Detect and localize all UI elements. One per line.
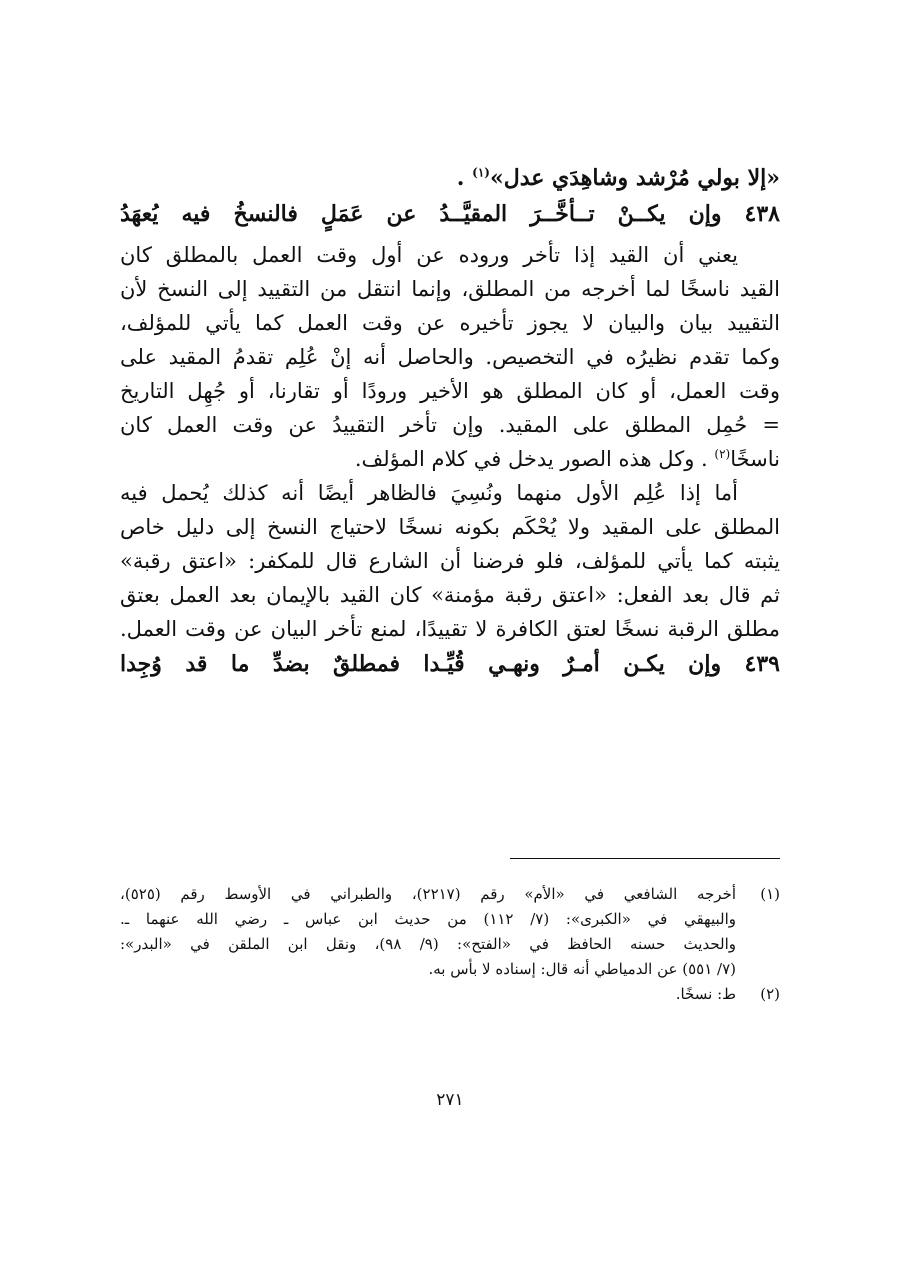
footnote-ref-2[interactable]: (٢) xyxy=(714,447,731,461)
commentary-line-4: وكما تقدم نظيرُه في التخصيص. والحاصل أنه إنْ عُلِم تقدمُ المقيد على xyxy=(120,345,780,369)
paragraph-2-line-3: يثبته كما يأتي للمؤلف، فلو فرضنا أن الشارع قال للمكفر: «اعتق رقبة» xyxy=(120,549,780,573)
verse-437-text: «إلا بولي مُرْشد وشاهِدَي عدل» xyxy=(489,165,780,191)
commentary-paragraph-2 xyxy=(120,476,780,646)
commentary-line-2: القيد ناسخًا لما أخرجه من المطلق، وإنما انتقل من التقييد إلى النسخ لأن xyxy=(120,277,780,301)
footnote-ref-1[interactable]: (١) xyxy=(472,165,490,180)
footnote-1 xyxy=(120,882,780,982)
footnote-1-line-2: والبيهقي في «الكبرى»: (٧/ ١١٢) من حديث ابن عباس ـ رضي الله عنهما ـ. xyxy=(120,910,737,928)
footnote-1-line-4: (٧/ ٥٥١) عن الدمياطي أنه قال: إسناده لا بأس به. xyxy=(428,960,736,978)
commentary-line-7 xyxy=(120,442,780,476)
commentary-line-5: وقت العمل، أو كان المطلق هو الأخير ورودًا أو تقارنا، أو جُهِل التاريخ xyxy=(120,379,780,403)
footnote-1-line-3: والحديث حسنه الحافظ في «الفتح»: (٩/ ٩٨)، ونقل ابن الملقن في «البدر»: xyxy=(120,935,737,953)
footnote-1-text xyxy=(120,882,736,982)
footnotes-section xyxy=(120,882,780,1007)
page-number: ٢٧١ xyxy=(436,1090,464,1110)
commentary-last-before: ناسخًا xyxy=(730,447,780,471)
footnote-2-number: (٢) xyxy=(760,985,780,1003)
commentary-last-after: . وكل هذه الصور يدخل في كلام المؤلف. xyxy=(354,447,708,471)
paragraph-2-line-5: مطلق الرقبة نسخًا لعتق الكافرة لا تقييدًا، لمنع تأخر البيان عن وقت العمل. xyxy=(120,617,780,641)
verse-439: ٤٣٩ وإن يكـن أمـرٌ ونهـي قُيِّـدا فمطلقٌ بضدِّ ما قد وُجِدا xyxy=(120,651,780,677)
commentary-line-3: التقييد بيان والبيان لا يجوز تأخيره عن وقت العمل كما يأتي للمؤلف، xyxy=(120,311,780,335)
paragraph-2-line-1: أما إذا عُلِم الأول منهما ونُسِيَ فالظاهر أيضًا أنه كذلك يُحمل فيه xyxy=(120,481,738,505)
footnote-2-line-1: ط: نسخًا. xyxy=(675,985,736,1003)
commentary-line-1: يعني أن القيد إذا تأخر وروده عن أول وقت العمل بالمطلق كان xyxy=(120,243,738,267)
paragraph-2-line-2: المطلق على المقيد ولا يُحْكَم بكونه نسخًا لاحتياج النسخ إلى دليل خاص xyxy=(120,515,780,539)
commentary-line-6: = حُمِل المطلق على المقيد. وإن تأخر التقييدُ عن وقت العمل كان xyxy=(120,413,780,437)
verse-437-period: . xyxy=(456,165,465,191)
main-text-block xyxy=(120,160,780,682)
footnote-1-line-1: أخرجه الشافعي في «الأم» رقم (٢٢١٧)، والطبراني في الأوسط رقم (٥٢٥)، xyxy=(120,885,736,903)
verse-437-ending xyxy=(120,160,780,196)
footnote-2 xyxy=(120,982,780,1007)
footnote-separator xyxy=(510,858,780,859)
commentary-paragraph-1 xyxy=(120,238,780,476)
footnote-2-text xyxy=(120,982,736,1007)
paragraph-2-line-4: ثم قال بعد الفعل: «اعتق رقبة مؤمنة» كان القيد بالإيمان بعد العمل بعتق xyxy=(120,583,780,607)
footnote-1-number: (١) xyxy=(760,885,780,903)
verse-438: ٤٣٨ وإن يكــنْ تــأخَّــرَ المقيَّــدُ عن عَمَلٍ فالنسخُ فيه يُعهَدُ xyxy=(120,201,780,227)
